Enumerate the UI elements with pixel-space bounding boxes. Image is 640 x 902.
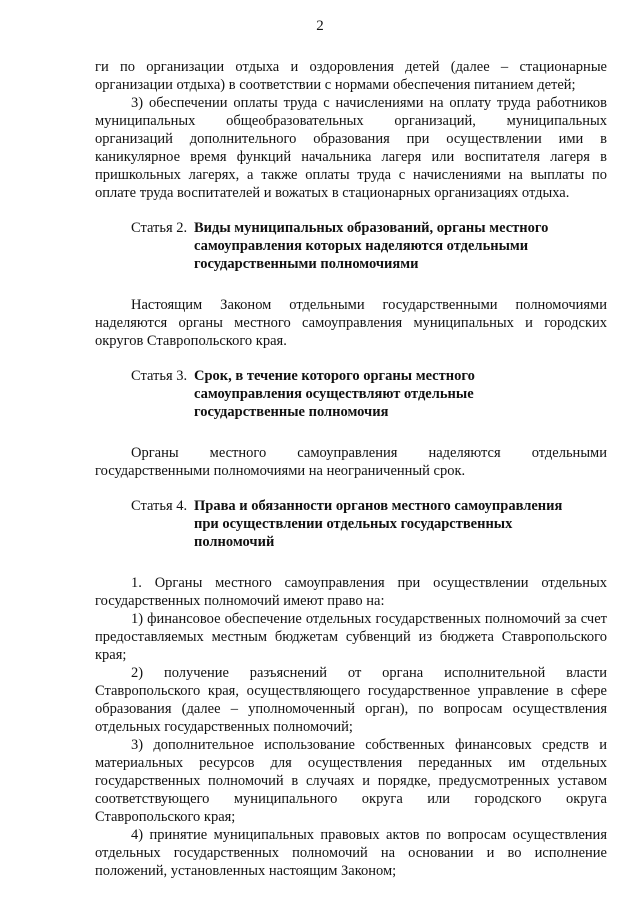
paragraph: Настоящим Законом отдельными государственными полномочиями наделяются органы местного самоуправления муниципальных и городских округов Ставропольского края. [95, 297, 607, 349]
list-item: 4) принятие муниципальных правовых актов по вопросам осуществления отдельных государственных полномочий на основании и во исполнение положений, установленных настоящим Законом; [95, 827, 607, 879]
document-body [95, 58, 607, 880]
article-label: Статья 4. [131, 498, 188, 514]
article-heading [95, 367, 607, 421]
article-title: Срок, в течение которого органы местного самоуправления осуществляют отдельные государственные полномочия [194, 368, 475, 420]
page-number: 2 [316, 18, 324, 34]
paragraph: ги по организации отдыха и оздоровления детей (далее – стационарные организации отдыха) в соответствии с нормами обеспечения питанием детей; [95, 59, 607, 93]
list-item: 2) получение разъяснений от органа исполнительной власти Ставропольского края, осуществляющего государственное управление в сфере образования (далее – уполномоченный орган), по вопросам осуществления отдельных государственных полномочий; [95, 665, 607, 735]
list-item: 1) финансовое обеспечение отдельных государственных полномочий за счет предоставляемых местным бюджетам субвенций из бюджета Ставропольского края; [95, 611, 607, 663]
paragraph: 3) обеспечении оплаты труда с начислениями на оплату труда работников муниципальных общеобразовательных организаций, муниципальных организаций дополнительного образования при осуществлении ими в каникулярное время функций начальника лагеря или воспитателя лагеря в пришкольных лагерях, а также оплаты труда с начислениями на выплаты по оплате труда воспитателей и вожатых в стационарных организациях отдыха. [95, 95, 607, 201]
article-label: Статья 2. [131, 220, 188, 236]
article-heading [95, 497, 607, 551]
article-title: Виды муниципальных образований, органы местного самоуправления которых наделяются отдельными государственными полномочиями [194, 220, 549, 272]
list-item: 3) дополнительное использование собственных финансовых средств и материальных ресурсов для осуществления переданных им отдельных государственных полномочий в случаях и порядке, предусмотренных уставом соответствующего муниципального округа или городского округа Ставропольского края; [95, 737, 607, 825]
paragraph: 1. Органы местного самоуправления при осуществлении отдельных государственных полномочий имеют право на: [95, 575, 607, 609]
paragraph: Органы местного самоуправления наделяются отдельными государственными полномочиями на неограниченный срок. [95, 445, 607, 479]
article-label: Статья 3. [131, 368, 188, 384]
article-title: Права и обязанности органов местного самоуправления при осуществлении отдельных государственных полномочий [194, 498, 563, 550]
article-heading [95, 219, 607, 273]
